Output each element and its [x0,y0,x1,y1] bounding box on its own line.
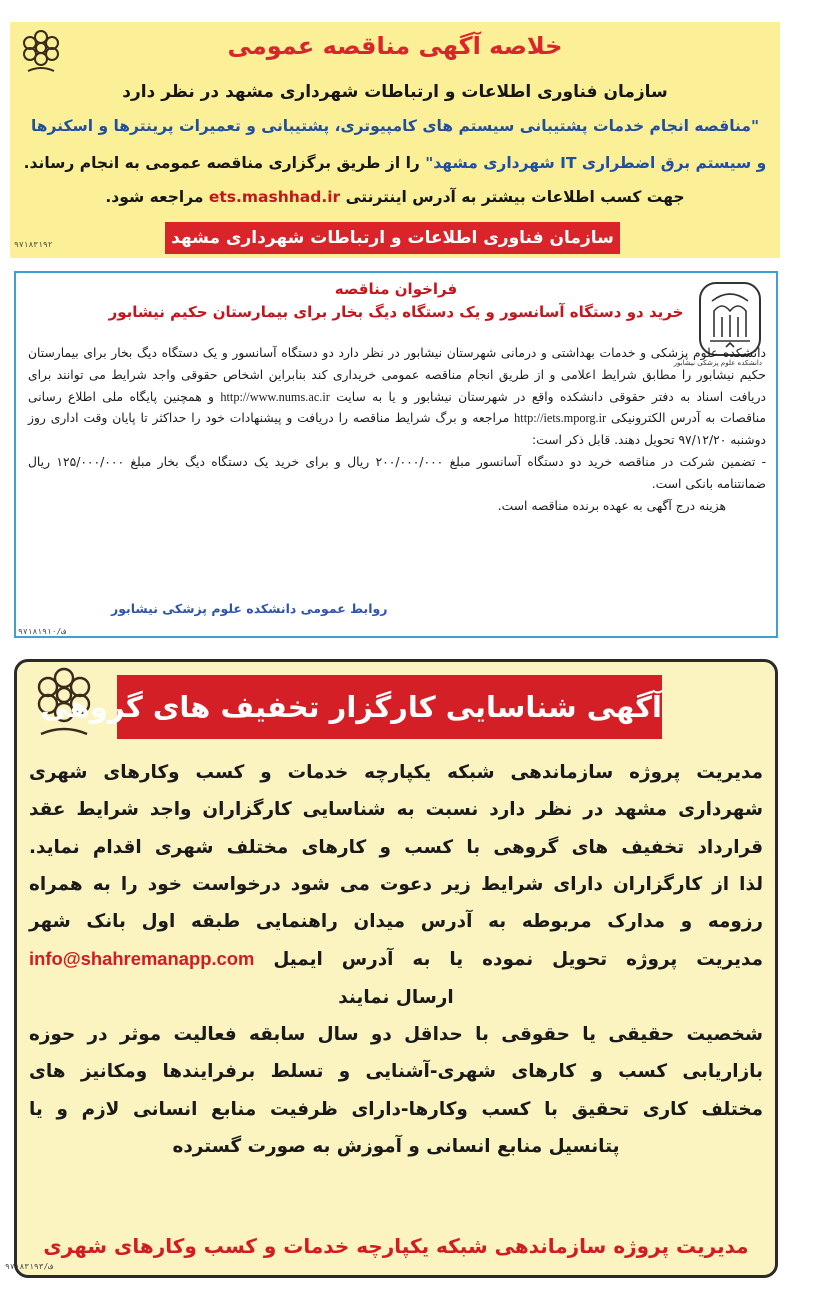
ad-subheading: خرید دو دستگاه آسانسور و یک دستگاه دیگ بخار برای بیمارستان حکیم نیشابور [108,303,684,321]
ad-serial-number: ۹۷۱۸۳۱۹۲ [14,240,53,249]
tender-name-text: و سیستم برق اضطراری IT شهرداری مشهد" [425,154,767,172]
ad-line: شخصیت حقیقی یا حقوقی با حداقل دو سال سابقه فعالیت موثر در حوزه [29,1024,763,1046]
ad-footer: مدیریت پروژه سازماندهی شبکه یکپارچه خدمات و کسب وکارهای شهری [43,1234,749,1258]
ad-line-1: سازمان فناوری اطلاعات و ارتباطات شهرداری مشهد در نظر دارد [122,82,668,102]
ad-title: خلاصه آگهی مناقصه عمومی [227,32,563,60]
ad-line: شهرداری مشهد در نظر دارد نسبت به شناسایی کارگزاران واجد شرایط عقد [29,799,763,821]
group-discount-broker-ad [5,659,778,1278]
email-link[interactable]: info@shahremanapp.com [29,948,255,970]
ad-line: قرارداد تخفیف های گروهی با کسب و کارهای مختلف شهری اقدام نماید. [29,836,763,858]
tender-call-ad [14,271,778,638]
ad-line: رزومه و مدارک مربوطه به آدرس میدان راهنمایی طبقه اول بانک شهر [29,911,763,933]
ad-heading: فراخوان مناقصه [334,280,458,298]
ad-body [28,343,766,517]
mashhad-municipality-logo [18,28,64,78]
ad-signature: روابط عمومی دانشکده علوم پزشکی نیشابور [111,601,388,616]
ad-line [29,940,763,978]
ad-title-banner: آگهی شناسایی کارگزار تخفیف های گروهی [117,675,662,739]
paragraph-text: مراجعه و برگ شرایط مناقصه را دریافت و پیشنهادات خود را حداکثر تا پایان وقت اداری روز دوشنبه ۹۷/۱۲/۲۰ تحویل دهند. قابل ذکر است: [28,411,766,448]
logo-caption: دانشکده علوم پزشکی نیشابور [673,359,762,367]
paragraph-text: دانشکده علوم پزشکی و خدمات بهداشتی و درمانی شهرستان نیشابور در نظر دارد دو دستگاه آسانسور و یک دستگاه دیگ بخار برای بیمارستان حکیم نیشابور را مطابق شرایط اعلامی و از طریق انجام مناقصه عمومی خریداری کند بنابراین اشخاص حقوقی واجد شرایط می توانند برای دریافت اسناد به دفتر حقوقی دانشکده واقع در شهرستان نیشابور و یا به سایت [28,346,766,404]
ad-line: پتانسیل منابع انسانی و آموزش به صورت گسترده [172,1135,620,1157]
ad-line-4-end: مراجعه شود. [105,188,209,206]
paragraph-text: و همچنین پایگاه ملی اطلاع رسانی مناقصات به آدرس الکترونیکی [28,389,767,426]
ad-paragraph-3: هزینه درج آگهی به عهده برنده مناقصه است. [497,498,726,513]
ad-line-3-text: را از طریق برگزاری مناقصه عمومی به انجام رساند. [23,154,426,172]
organization-banner: سازمان فناوری اطلاعات و ارتباطات شهرداری مشهد [165,222,620,254]
ad-paragraph-2: - تضمین شرکت در مناقصه خرید دو دستگاه آسانسور مبلغ ۲۰۰/۰۰۰/۰۰۰ ریال و برای خرید یک دستگاه دیگ بخار مبلغ ۱۲۵/۰۰۰/۰۰۰ ریال ضمانتنامه بانکی است. [28,454,767,491]
website-link[interactable]: ets.mashhad.ir [208,188,341,206]
ad-body [29,754,763,1165]
ad-line-3 [18,154,772,172]
ad-paragraph-1 [28,343,766,452]
ad-serial-number: ۹۷۱۸۳۱۹۳/ف [5,1262,54,1271]
ad-line-2: "مناقصه انجام خدمات پشتیبانی سیستم های کامپیوتری، پشتیبانی و تعمیرات پرینترها و اسکنرها [30,117,760,135]
ad-line-text: مدیریت پروژه تحویل نموده یا به آدرس ایمیل [254,949,763,971]
ad-line: لذا از کارگزاران دارای شرایط زیر دعوت می شود درخواست خود را به همراه [29,873,763,895]
ad-serial-number: ۹۷۱۸۱۹۱۰/ف [18,627,67,636]
ad-line: بازاریابی کسب و کارهای شهری-آشنایی و تسلط برفرایندها ومکانیز های [29,1061,763,1083]
iets-website-link[interactable]: http://iets.mporg.ir [514,411,607,426]
tender-summary-ad [10,22,780,258]
ad-line-4-text: جهت کسب اطلاعات بیشتر به آدرس اینترنتی [340,188,685,206]
ad-line: ارسال نمایند [338,986,454,1008]
ad-line-4 [18,188,772,206]
ad-line: مدیریت پروژه سازماندهی شبکه یکپارچه خدمات و کسب وکارهای شهری [29,762,763,783]
ad-line: مختلف کاری تحقیق با کسب وکارها-دارای ظرفیت منابع انسانی لازم و یا [29,1098,763,1120]
nums-website-link[interactable]: http://www.nums.ac.ir [220,389,330,404]
